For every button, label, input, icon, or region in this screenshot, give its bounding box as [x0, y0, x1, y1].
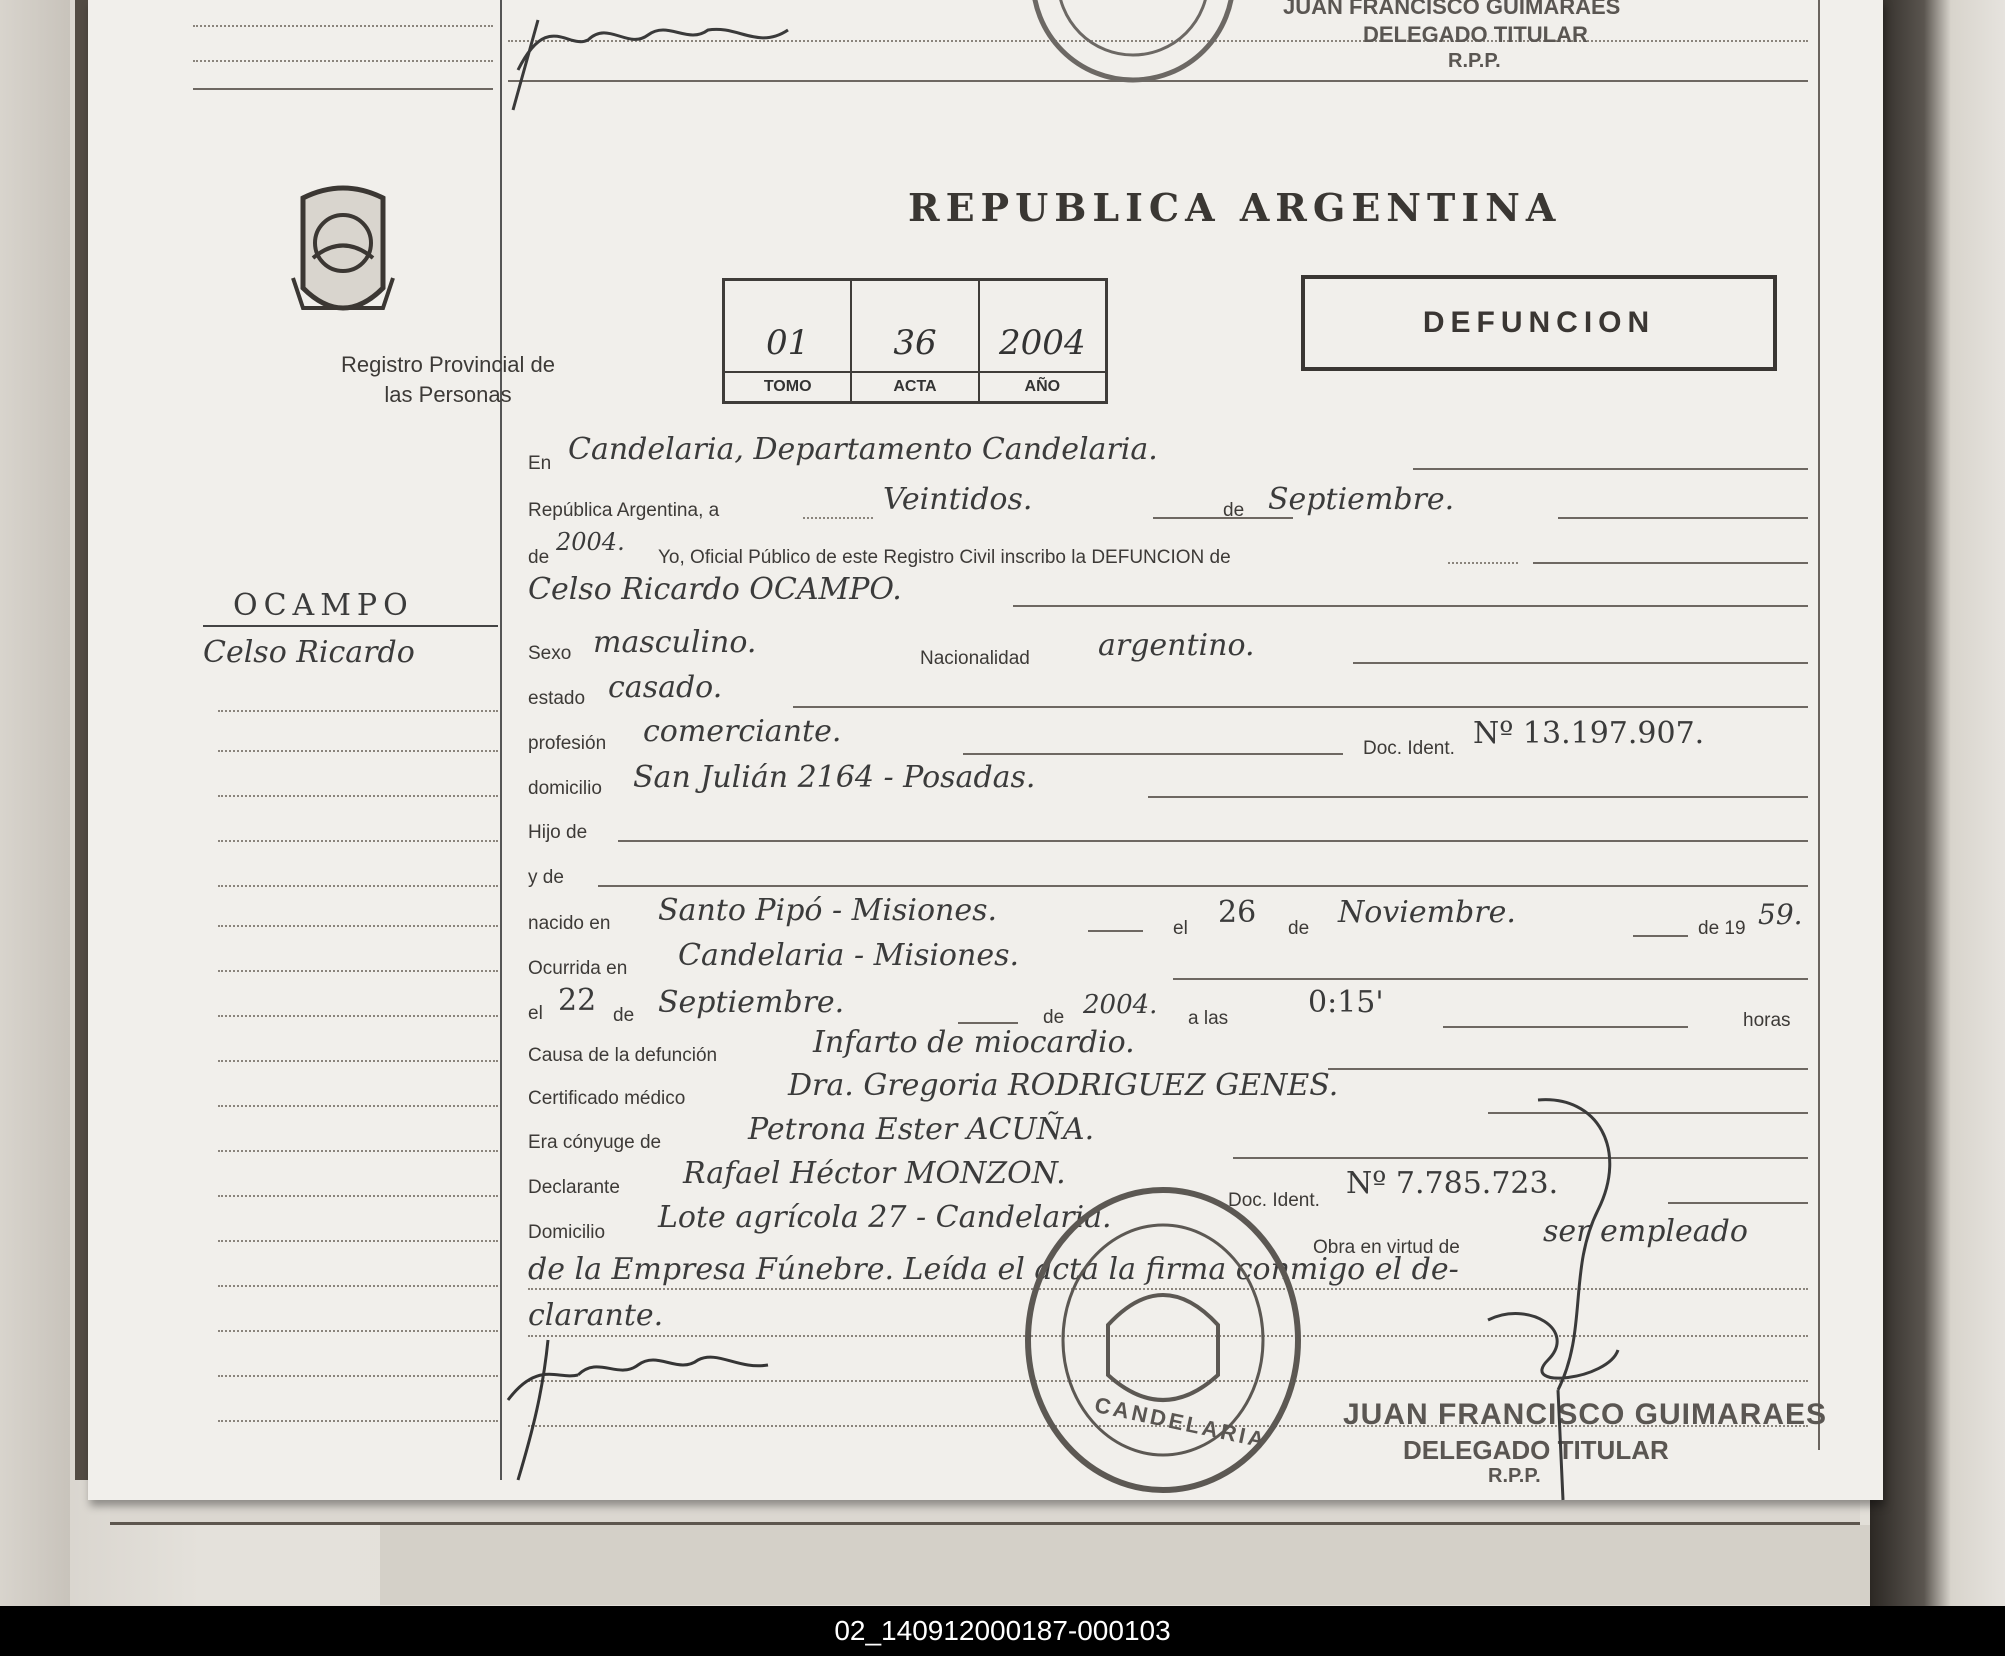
form-line — [218, 795, 498, 797]
form-line — [218, 1330, 498, 1332]
right-border — [1818, 0, 1820, 1450]
form-line — [1558, 517, 1808, 519]
form-line — [1633, 935, 1688, 937]
value-nacionalidad: argentino. — [1098, 628, 1255, 663]
label-de-month: de — [1223, 500, 1245, 521]
form-line — [218, 925, 498, 927]
form-line — [218, 1150, 498, 1152]
form-line — [218, 750, 498, 752]
top-stamp-title: DELEGADO TITULAR — [1363, 22, 1588, 47]
label-yo: Yo, Oficial Público de este Registro Civil inscribo la DEFUNCION de — [658, 547, 1231, 568]
form-line — [963, 753, 1343, 755]
value-obra-1: ser empleado — [1543, 1214, 1748, 1249]
form-line — [618, 840, 1808, 842]
top-left-rule — [193, 88, 493, 90]
form-line — [1413, 468, 1808, 470]
form-line — [218, 1420, 498, 1422]
label-doc-ident: Doc. Ident. — [1363, 738, 1455, 759]
tomo-label: TOMO — [725, 371, 850, 401]
value-domicilio: San Julián 2164 - Posadas. — [633, 760, 1036, 795]
value-sexo: masculino. — [593, 625, 757, 660]
document-type-box: DEFUNCION — [1301, 275, 1777, 371]
value-declarante-doc: Nº 7.785.723. — [1346, 1166, 1559, 1201]
label-doc-ident-declarante: Doc. Ident. — [1228, 1190, 1320, 1211]
label-domicilio: domicilio — [528, 778, 602, 799]
form-line — [1353, 662, 1808, 664]
acta-label: ACTA — [852, 371, 977, 401]
label-y-de: y de — [528, 867, 564, 888]
value-doc: Nº 13.197.907. — [1473, 716, 1705, 751]
form-line — [218, 1285, 498, 1287]
value-birth-year: 59. — [1758, 898, 1803, 931]
surname: OCAMPO — [233, 588, 414, 623]
label-de-19: de 19 — [1698, 918, 1746, 939]
form-line — [218, 1015, 498, 1017]
image-id-caption: 02_140912000187-000103 — [0, 1606, 2005, 1656]
label-domicilio-declarante: Domicilio — [528, 1222, 606, 1243]
form-line — [1173, 978, 1808, 980]
form-line — [1448, 562, 1518, 564]
officer-signature-icon — [488, 1320, 808, 1490]
value-obra-3: clarante. — [528, 1298, 664, 1333]
form-line — [218, 885, 498, 887]
form-line — [1148, 796, 1808, 798]
book-left-edge — [75, 0, 89, 1480]
label-profesion: profesión — [528, 733, 607, 754]
form-line — [1088, 930, 1143, 932]
label-estado: estado — [528, 688, 586, 709]
label-conyuge: Era cónyuge de — [528, 1132, 662, 1153]
top-stamp-name: JUAN FRANCISCO GUIMARAES — [1283, 0, 1621, 19]
value-causa: Infarto de miocardio. — [813, 1025, 1135, 1060]
value-conyuge: Petrona Ester ACUÑA. — [748, 1112, 1095, 1147]
form-line — [1443, 1026, 1688, 1028]
value-profesion: comerciante. — [643, 714, 842, 749]
form-line — [218, 970, 498, 972]
form-line — [218, 1240, 498, 1242]
value-birth-month: Noviembre. — [1338, 895, 1516, 930]
book-right-edge — [1870, 0, 2005, 1606]
form-line — [803, 517, 873, 519]
label-de-birth-month: de — [1288, 918, 1310, 939]
form-line — [958, 1022, 1018, 1024]
form-line — [598, 885, 1808, 887]
value-year: 2004. — [556, 528, 625, 556]
bottom-stamp-abbr: R.P.P. — [1488, 1465, 1541, 1487]
form-line — [218, 710, 498, 712]
value-death-day: 22 — [558, 983, 597, 1018]
value-death-month: Septiembre. — [658, 985, 845, 1020]
binder-spine — [0, 0, 70, 1606]
form-line — [218, 1105, 498, 1107]
value-declarante: Rafael Héctor MONZON. — [683, 1156, 1066, 1191]
death-certificate-page — [88, 0, 1883, 1500]
form-line — [218, 1060, 498, 1062]
label-sexo: Sexo — [528, 643, 572, 664]
surname-rule — [203, 625, 498, 627]
top-seal-icon — [1018, 0, 1248, 90]
value-medico: Dra. Gregoria RODRIGUEZ GENES. — [788, 1068, 1339, 1103]
value-time: 0:15' — [1308, 985, 1384, 1020]
value-deceased: Celso Ricardo OCAMPO. — [528, 572, 902, 607]
label-declarante: Declarante — [528, 1177, 620, 1198]
label-obra: Obra en virtud de — [1313, 1237, 1460, 1258]
value-declarante-dom: Lote agrícola 27 - Candelaria. — [658, 1200, 1112, 1235]
value-death-place: Candelaria - Misiones. — [678, 938, 1020, 973]
top-left-dotted — [193, 60, 493, 62]
form-line — [793, 706, 1808, 708]
value-month: Septiembre. — [1268, 482, 1455, 517]
declarant-signature-icon — [1468, 1090, 1668, 1510]
form-line — [1533, 562, 1808, 564]
lower-pages — [380, 1525, 1880, 1605]
label-de-death-year: de — [1043, 1007, 1065, 1028]
form-line — [218, 1375, 498, 1377]
acta-value: 36 — [893, 323, 937, 363]
top-left-dotted — [193, 25, 493, 27]
ano-label: AÑO — [980, 371, 1105, 401]
coat-of-arms-icon — [283, 178, 403, 328]
value-place: Candelaria, Departamento Candelaria. — [568, 432, 1158, 467]
form-line — [218, 840, 498, 842]
value-estado: casado. — [608, 670, 723, 705]
label-ocurrida-en: Ocurrida en — [528, 958, 628, 979]
label-hijo-de: Hijo de — [528, 822, 588, 843]
tomo-value: 01 — [766, 323, 810, 363]
page-title: REPUBLICA ARGENTINA — [908, 185, 1562, 230]
label-nacido-en: nacido en — [528, 913, 611, 934]
label-el: el — [1173, 918, 1188, 939]
label-nacionalidad: Nacionalidad — [920, 648, 1030, 669]
label-certificado: Certificado médico — [528, 1088, 686, 1109]
value-birthplace: Santo Pipó - Misiones. — [658, 893, 998, 928]
form-line — [1013, 605, 1808, 607]
label-republica: República Argentina, a — [528, 500, 720, 521]
bottom-stamp-name: JUAN FRANCISCO GUIMARAES — [1343, 1398, 1828, 1431]
label-a-las: a las — [1188, 1008, 1229, 1029]
label-el-death: el — [528, 1003, 543, 1024]
label-de-death-month: de — [613, 1005, 635, 1026]
acta-box — [722, 278, 1108, 404]
ano-cell — [980, 281, 1105, 401]
registry-name: Registro Provincial de las Personas — [341, 352, 555, 407]
label-en: En — [528, 453, 552, 474]
given-names: Celso Ricardo — [203, 635, 415, 670]
column-divider — [500, 0, 502, 1480]
acta-cell — [852, 281, 979, 401]
form-line — [218, 1195, 498, 1197]
value-death-year: 2004. — [1083, 990, 1158, 1020]
bottom-stamp-title: DELEGADO TITULAR — [1403, 1435, 1669, 1465]
value-obra-2: de la Empresa Fúnebre. Leída el acta la firma conmigo el de- — [528, 1252, 1459, 1287]
tomo-cell — [725, 281, 852, 401]
top-signature-icon — [508, 0, 888, 120]
official-seal-icon — [1013, 1175, 1313, 1505]
top-stamp-abbr: R.P.P. — [1448, 50, 1501, 72]
form-line — [1668, 1202, 1808, 1204]
label-horas: horas — [1743, 1010, 1791, 1031]
value-day-words: Veintidos. — [883, 482, 1033, 517]
value-birth-day: 26 — [1218, 895, 1257, 930]
label-causa: Causa de la defunción — [528, 1045, 718, 1066]
form-line — [1328, 1068, 1808, 1070]
label-de-year: de — [528, 547, 550, 568]
seal-text: CANDELARIA — [1092, 1392, 1270, 1453]
ano-value: 2004 — [999, 323, 1086, 363]
